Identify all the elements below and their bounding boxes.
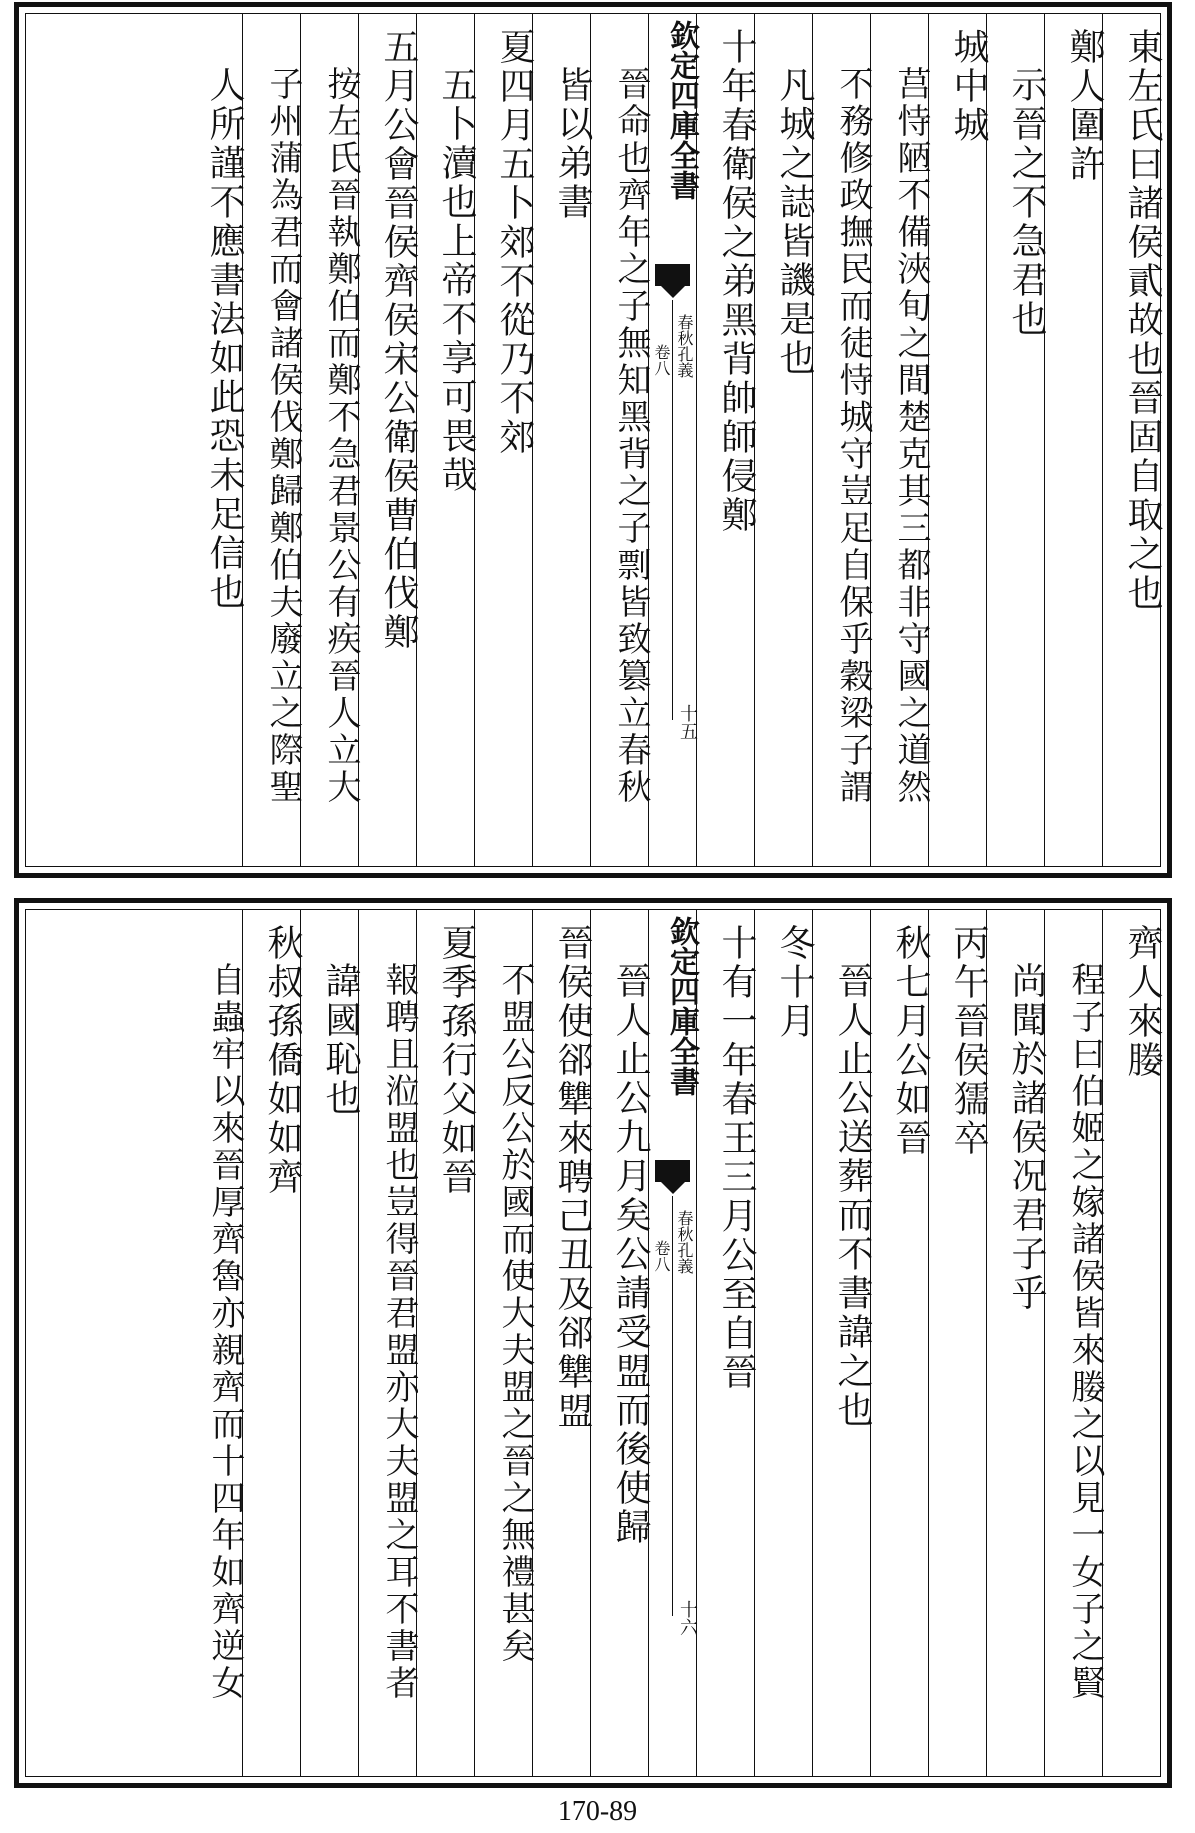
text-column bbox=[416, 910, 477, 1776]
volume-label: 卷八 bbox=[652, 1240, 671, 1272]
text-column bbox=[754, 14, 815, 866]
column-text: 不盟公反公於國而使大夫盟之晉之無禮甚矣 bbox=[495, 962, 535, 1665]
text-column bbox=[754, 910, 815, 1776]
text-column bbox=[242, 14, 303, 866]
leaf-number: 十五 bbox=[677, 704, 698, 740]
column-text: 晉侯使郤犨來聘己丑及郤犨盟 bbox=[552, 924, 593, 1431]
column-text: 冬十月 bbox=[774, 924, 815, 1041]
text-column bbox=[1102, 910, 1163, 1776]
bottom-page-frame bbox=[25, 909, 1161, 1777]
column-text: 齊人來媵 bbox=[1122, 924, 1163, 1080]
column-text: 莒恃陋不備浹旬之間楚克其三都非守國之道然 bbox=[891, 66, 931, 806]
column-text: 報聘且涖盟也豈得晉君盟亦大夫盟之耳不書者 bbox=[379, 962, 419, 1702]
column-text: 晉人止公九月矣公請受盟而後使歸 bbox=[610, 962, 651, 1547]
top-page bbox=[14, 2, 1172, 878]
column-text: 自蟲牢以來晉厚齊魯亦親齊而十四年如齊逆女 bbox=[205, 962, 245, 1702]
text-column bbox=[870, 14, 931, 866]
column-text: 夏季孫行父如晉 bbox=[436, 924, 477, 1197]
text-column bbox=[1044, 14, 1105, 866]
text-column bbox=[358, 910, 419, 1776]
text-column bbox=[928, 14, 989, 866]
bottom-page bbox=[14, 898, 1172, 1788]
text-column bbox=[590, 910, 651, 1776]
text-column bbox=[532, 910, 593, 1776]
text-column bbox=[474, 910, 535, 1776]
column-text: 凡城之誌皆譏是也 bbox=[774, 66, 815, 378]
center-fold-column bbox=[648, 910, 699, 1776]
text-column bbox=[986, 910, 1047, 1776]
text-column bbox=[812, 14, 873, 866]
text-column bbox=[300, 910, 361, 1776]
column-text: 尚聞於諸侯况君子乎 bbox=[1006, 962, 1047, 1313]
column-text: 不務修政撫民而徒恃城守豈足自保乎穀梁子謂 bbox=[833, 66, 873, 806]
text-column bbox=[928, 910, 989, 1776]
column-text: 鄭人圍許 bbox=[1064, 28, 1105, 184]
fishtail-mark bbox=[655, 264, 690, 286]
top-page-frame bbox=[25, 13, 1161, 867]
column-text: 城中城 bbox=[948, 28, 989, 145]
book-title: 春秋孔義 bbox=[675, 1210, 694, 1274]
column-text: 皆以弟書 bbox=[552, 66, 593, 222]
column-text: 子州蒲為君而會諸侯伐鄭歸鄭伯夫廢立之際聖 bbox=[263, 66, 303, 806]
column-text: 秋叔孫僑如如齊 bbox=[262, 924, 303, 1197]
column-text: 示晉之不急君也 bbox=[1006, 66, 1047, 339]
column-text: 按左氏晉執鄭伯而鄭不急君景公有疾晉人立大 bbox=[321, 66, 361, 806]
text-column bbox=[870, 910, 931, 1776]
leaf-number: 十六 bbox=[677, 1600, 698, 1636]
text-column bbox=[590, 14, 651, 866]
book-title: 春秋孔義 bbox=[675, 314, 694, 378]
text-column bbox=[812, 910, 873, 1776]
text-column bbox=[696, 910, 757, 1776]
column-text: 晉人止公送葬而不書諱之也 bbox=[832, 962, 873, 1430]
text-column bbox=[416, 14, 477, 866]
text-column bbox=[1044, 910, 1105, 1776]
text-column bbox=[358, 14, 419, 866]
center-fold-column bbox=[648, 14, 699, 866]
text-column bbox=[184, 14, 245, 866]
volume-label: 卷八 bbox=[652, 344, 671, 376]
text-column bbox=[696, 14, 757, 866]
column-text: 丙午晉侯獳卒 bbox=[948, 924, 989, 1158]
text-column bbox=[184, 910, 245, 1776]
column-text: 程子曰伯姬之嫁諸侯皆來媵之以見一女子之賢 bbox=[1065, 962, 1105, 1702]
text-column bbox=[986, 14, 1047, 866]
center-rule bbox=[672, 1196, 673, 1616]
text-column bbox=[474, 14, 535, 866]
text-column bbox=[300, 14, 361, 866]
collection-title: 欽定四庫全書 bbox=[664, 20, 699, 200]
collection-title: 欽定四庫全書 bbox=[664, 916, 699, 1096]
fishtail-mark bbox=[655, 1160, 690, 1182]
column-text: 五月公會晉侯齊侯宋公衛侯曹伯伐鄭 bbox=[378, 28, 419, 652]
column-text: 秋七月公如晉 bbox=[890, 924, 931, 1158]
center-rule bbox=[672, 300, 673, 720]
column-text: 五卜瀆也上帝不享可畏哉 bbox=[436, 66, 477, 495]
column-text: 夏四月五卜郊不從乃不郊 bbox=[494, 28, 535, 457]
column-text: 東左氏曰諸侯貳故也晉固自取之也 bbox=[1122, 28, 1163, 613]
column-text: 人所謹不應書法如此恐未足信也 bbox=[204, 66, 245, 612]
text-column bbox=[242, 910, 303, 1776]
text-column bbox=[1102, 14, 1163, 866]
page-number-footer: 170-89 bbox=[557, 1796, 638, 1827]
column-text: 十有一年春王三月公至自晉 bbox=[716, 924, 757, 1392]
column-text: 十年春衛侯之弟黑背帥師侵鄭 bbox=[716, 28, 757, 535]
column-text: 諱國恥也 bbox=[320, 962, 361, 1118]
text-column bbox=[532, 14, 593, 866]
column-text: 晉命也齊年之子無知黑背之子剽皆致篡立春秋 bbox=[611, 66, 651, 806]
